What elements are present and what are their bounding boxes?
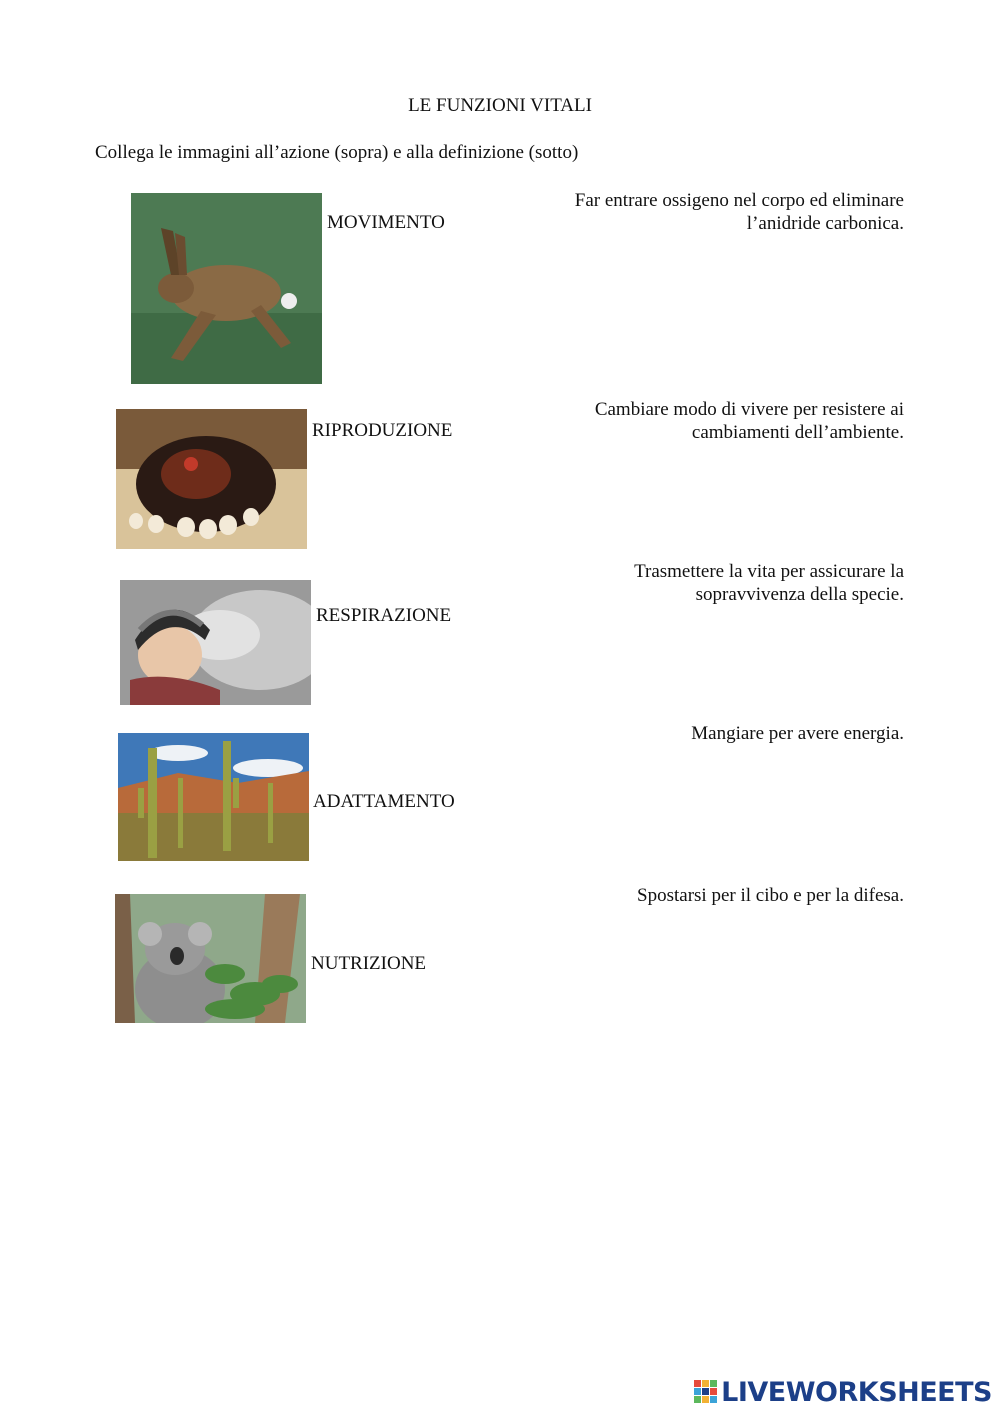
- brand-name: LIVEWORKSHEETS: [721, 1376, 992, 1408]
- definition-line: Spostarsi per il cibo e per la difesa.: [637, 885, 904, 906]
- definition-line: cambiamenti dell’ambiente.: [691, 422, 904, 443]
- definition-3[interactable]: [634, 560, 904, 606]
- child-breathing-cold-air-photo[interactable]: [120, 580, 311, 705]
- definition-2[interactable]: [595, 398, 904, 444]
- running-hare-photo[interactable]: [131, 193, 322, 384]
- koala-eating-leaves-photo[interactable]: [115, 894, 306, 1023]
- definition-line: Far entrare ossigeno nel corpo ed eliminare: [574, 190, 904, 211]
- desert-cacti-photo[interactable]: [118, 733, 309, 861]
- action-label-nutrizione[interactable]: NUTRIZIONE: [311, 953, 427, 974]
- definition-5[interactable]: [637, 884, 904, 907]
- action-label-movimento[interactable]: MOVIMENTO: [327, 212, 445, 233]
- definition-line: l’anidride carbonica.: [746, 213, 904, 234]
- definition-4[interactable]: [691, 722, 904, 745]
- liveworksheets-logo-icon: [694, 1380, 718, 1404]
- definition-line: Mangiare per avere energia.: [691, 723, 904, 744]
- page-title: LE FUNZIONI VITALI: [408, 95, 592, 116]
- action-label-riproduzione[interactable]: RIPRODUZIONE: [312, 420, 453, 441]
- action-label-adattamento[interactable]: ADATTAMENTO: [313, 791, 455, 812]
- definition-line: Cambiare modo di vivere per resistere ai: [594, 399, 904, 420]
- action-label-respirazione[interactable]: RESPIRAZIONE: [316, 605, 452, 626]
- definition-line: sopravvivenza della specie.: [695, 584, 904, 605]
- definition-1[interactable]: [575, 189, 904, 235]
- instruction-text: Collega le immagini all’azione (sopra) e alla definizione (sotto): [95, 142, 579, 163]
- liveworksheets-branding: [694, 1377, 992, 1407]
- definition-line: Trasmettere la vita per assicurare la: [634, 561, 904, 582]
- hen-with-eggs-photo[interactable]: [116, 409, 307, 549]
